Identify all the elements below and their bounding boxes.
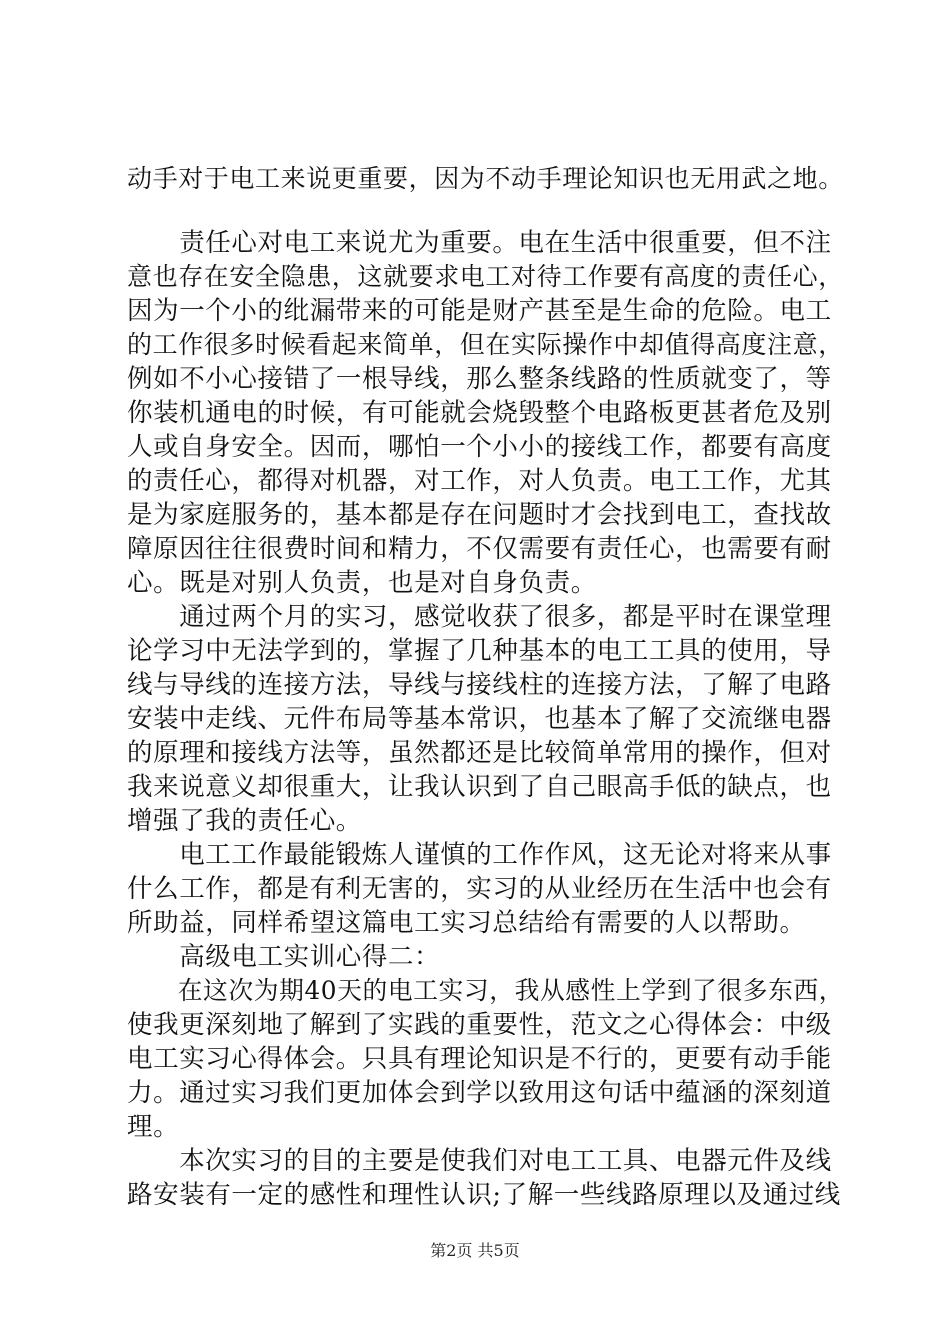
text-line: 通过两个月的实习，感觉收获了很多，都是平时在课堂理 bbox=[127, 602, 832, 632]
text-line: 我来说意义却很重大，让我认识到了自己眼高手低的缺点，也 bbox=[127, 772, 832, 802]
text-line: 心。既是对别人负责，也是对自身负责。 bbox=[127, 568, 597, 598]
text-line: 线与导线的连接方法，导线与接线柱的连接方法，了解了电路 bbox=[127, 670, 832, 700]
text-line: 理。 bbox=[127, 1112, 180, 1142]
text-line: 所助益，同样希望这篇电工实习总结给有需要的人以帮助。 bbox=[127, 908, 806, 938]
text-line: 的原理和接线方法等，虽然都还是比较简单常用的操作，但对 bbox=[127, 738, 832, 768]
text-line: 你装机通电的时候，有可能就会烧毁整个电路板更甚者危及别 bbox=[127, 398, 832, 428]
page-footer: 第2页 共5页 bbox=[430, 1241, 520, 1260]
text-line: 因为一个小的纰漏带来的可能是财产甚至是生命的危险。电工 bbox=[127, 296, 832, 326]
text-line: 电工实习心得体会。只具有理论知识是不行的，更要有动手能 bbox=[127, 1044, 832, 1074]
text-line: 障原因往往很费时间和精力，不仅需要有责任心，也需要有耐 bbox=[127, 534, 832, 564]
text-line: 本次实习的目的主要是使我们对电工工具、电器元件及线 bbox=[127, 1146, 832, 1176]
text-line: 安装中走线、元件布局等基本常识，也基本了解了交流继电器 bbox=[127, 704, 832, 734]
text-line: 人或自身安全。因而，哪怕一个小小的接线工作，都要有高度 bbox=[127, 432, 832, 462]
text-line: 增强了我的责任心。 bbox=[127, 806, 362, 836]
text-line: 例如不小心接错了一根导线，那么整条线路的性质就变了，等 bbox=[127, 364, 832, 394]
text-line: 是为家庭服务的，基本都是存在问题时才会找到电工，查找故 bbox=[127, 500, 832, 530]
text-line: 的责任心，都得对机器，对工作，对人负责。电工工作，尤其 bbox=[127, 466, 832, 496]
text-line: 什么工作，都是有利无害的，实习的从业经历在生活中也会有 bbox=[127, 874, 832, 904]
text-line: 责任心对电工来说尤为重要。电在生活中很重要，但不注 bbox=[127, 228, 832, 258]
text-line: 论学习中无法学到的，掌握了几种基本的电工工具的使用，导 bbox=[127, 636, 832, 666]
text-line: 在这次为期40天的电工实习，我从感性上学到了很多东西， bbox=[127, 976, 845, 1005]
section-heading: 高级电工实训心得二： bbox=[127, 942, 441, 972]
text-line: 电工工作最能锻炼人谨慎的工作作风，这无论对将来从事 bbox=[127, 840, 832, 870]
text-line: 力。通过实习我们更加体会到学以致用这句话中蕴涵的深刻道 bbox=[127, 1078, 832, 1108]
text-line: 使我更深刻地了解到了实践的重要性，范文之心得体会：中级 bbox=[127, 1010, 832, 1040]
text-line: 的工作很多时候看起来简单，但在实际操作中却值得高度注意， bbox=[127, 330, 844, 359]
text-line: 意也存在安全隐患，这就要求电工对待工作要有高度的责任心， bbox=[127, 262, 844, 291]
text-line: 路安装有一定的感性和理性认识;了解一些线路原理以及通过线 bbox=[127, 1180, 841, 1210]
text-line: 动手对于电工来说更重要，因为不动手理论知识也无用武之地。 bbox=[127, 164, 844, 193]
